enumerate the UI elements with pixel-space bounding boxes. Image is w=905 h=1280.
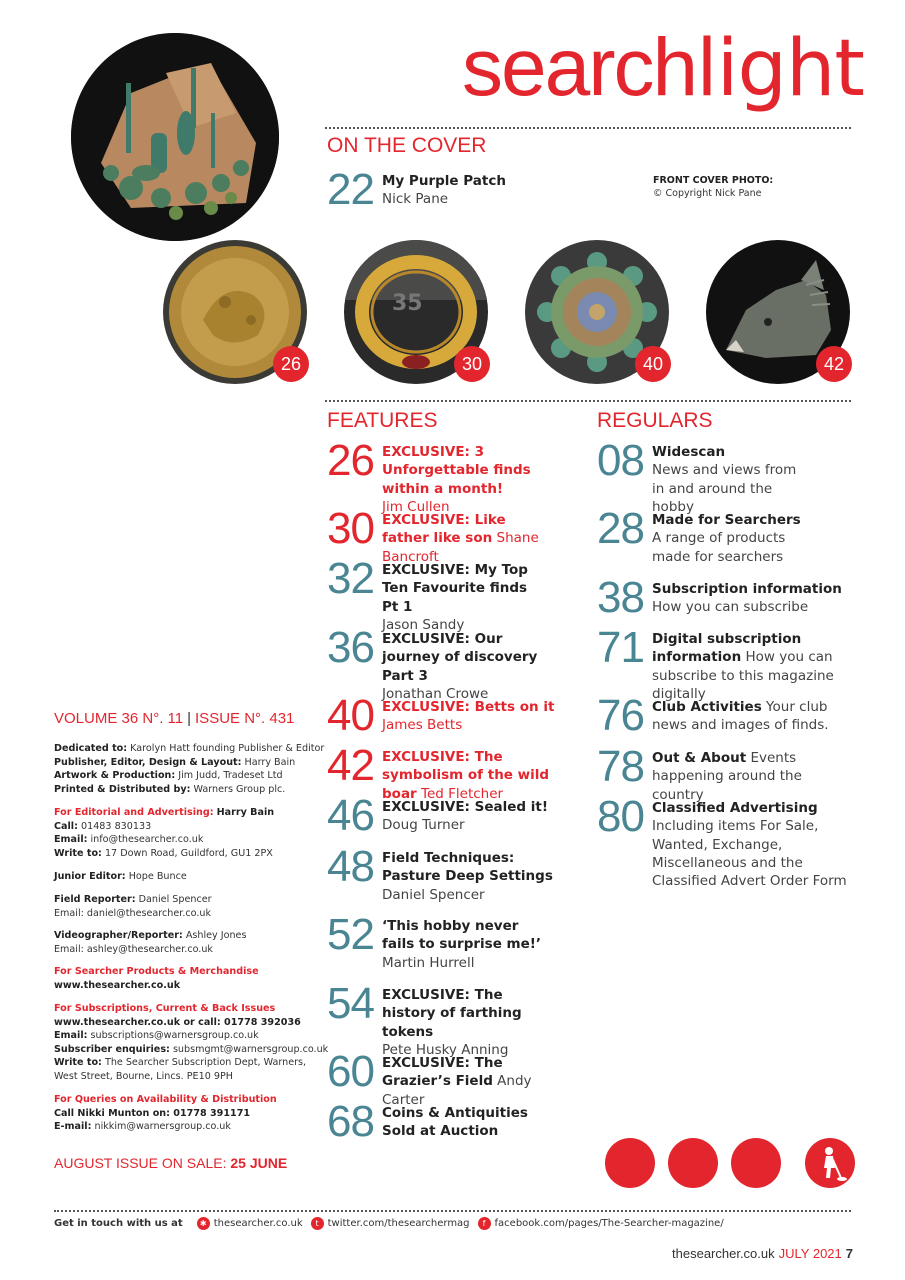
feature-entry[interactable] (327, 741, 587, 802)
entry-title: Widescan (652, 444, 726, 460)
regular-entry[interactable] (597, 573, 857, 622)
front-cover-photo-credit: © Copyright Nick Pane (653, 188, 762, 199)
page-number: 76 (597, 691, 644, 740)
page-number: 78 (597, 742, 644, 791)
entry-title: EXCLUSIVE: Like father like son (382, 512, 506, 547)
regular-entry[interactable] (597, 436, 857, 515)
divider-top (325, 127, 851, 129)
page-number: 46 (327, 791, 374, 840)
footer-site: thesearcher.co.uk (672, 1246, 775, 1261)
page-number: 42 (327, 741, 374, 790)
svg-text:35: 35 (392, 291, 423, 316)
entry-author: Jonathan Crowe (382, 685, 489, 702)
contact-footer (54, 1217, 724, 1230)
regular-entry[interactable] (597, 742, 857, 803)
videographer-email[interactable]: Email: ashley@thesearcher.co.uk (54, 943, 213, 955)
page-number: 54 (327, 979, 374, 1028)
distribution-email[interactable]: nikkim@warnersgroup.co.uk (94, 1121, 231, 1132)
entry-title: EXCLUSIVE: The Grazier’s Field (382, 1055, 503, 1090)
page-number: 80 (597, 792, 644, 841)
entry-author: Doug Turner (382, 817, 465, 834)
distribution-block: For Queries on Availability & Distribution Call Nikki Munton on: 01778 391171 E-mail: nikkim@warnersgroup.co.uk (54, 1094, 277, 1132)
page-number: 40 (327, 691, 374, 740)
feature-entry[interactable] (327, 554, 587, 633)
entry-author: James Betts (382, 717, 463, 734)
searcher-logo-icon (805, 1138, 855, 1188)
next-issue-on-sale (54, 1155, 287, 1171)
twitter-link[interactable]: twitter.com/thesearchermag (327, 1218, 470, 1229)
decorative-red-dot (731, 1138, 781, 1188)
page-number: 71 (597, 623, 644, 672)
cover-hoard-photo (71, 33, 279, 241)
page-number: 22 (327, 165, 374, 214)
entry-author: Andy Carter (382, 1073, 532, 1108)
feature-entry[interactable] (327, 910, 587, 973)
credits-block: Dedicated to: Karolyn Hatt founding Publisher & Editor Publisher, Editor, Design & Layout: Harry Bain Artwork & Production: Jim Judd, Tradeset Ltd Printed & Distributed by: Warners Group plc. (54, 743, 325, 795)
circle-badge-42: 42 (816, 346, 852, 382)
editorial-block: For Editorial and Advertising: Harry Bain Call: 01483 830133 Email: info@thesearcher.co.uk Write to: 17 Down Road, Guildford, GU1 2PX (54, 807, 275, 859)
front-cover-photo-label: FRONT COVER PHOTO: (653, 175, 774, 186)
entry-description: News and views from in and around the hobby (652, 462, 797, 515)
entry-author: Nick Pane (382, 191, 449, 208)
regular-entry[interactable] (597, 792, 857, 890)
masthead-logo (462, 18, 862, 118)
subscriptions-email[interactable]: subscriptions@warnersgroup.co.uk (90, 1030, 259, 1041)
entry-description: Your club news and images of finds. (652, 699, 829, 734)
page-number: 48 (327, 842, 374, 891)
decorative-red-dot (605, 1138, 655, 1188)
feature-entry[interactable] (327, 842, 587, 905)
circle-badge-26: 26 (273, 346, 309, 382)
circle-badge-30: 30 (454, 346, 490, 382)
entry-title: Subscription information (652, 581, 842, 597)
entry-description: How you can subscribe (652, 599, 809, 616)
entry-description: How you can subscribe to this magazine digitally (652, 649, 834, 702)
entry-title: EXCLUSIVE: 3 Unforgettable finds within a month! (382, 444, 531, 497)
products-block: For Searcher Products & Merchandise www.thesearcher.co.uk (54, 966, 259, 991)
entry-author: Pete Husky Anning (382, 1041, 509, 1058)
feature-entry[interactable] (327, 436, 587, 515)
page-number: 36 (327, 623, 374, 672)
facebook-link[interactable]: facebook.com/pages/The-Searcher-magazine/ (494, 1218, 724, 1229)
entry-author: Ted Fletcher (421, 785, 504, 802)
on-sale-date: 25 JUNE (230, 1155, 288, 1171)
masthead-part2: light (696, 24, 864, 114)
entry-title: Club Activities (652, 699, 762, 715)
page-number: 08 (597, 436, 644, 485)
entry-title: EXCLUSIVE: Sealed it! (382, 799, 549, 815)
regular-entry[interactable] (597, 623, 857, 702)
page-number: 30 (327, 504, 374, 553)
page-number: 32 (327, 554, 374, 603)
entry-title: EXCLUSIVE: Our journey of discovery Part 3 (382, 631, 538, 684)
on-the-cover-entry[interactable] (327, 165, 607, 214)
entry-author: Daniel Spencer (382, 886, 485, 903)
issue-number: ISSUE N°. 431 (195, 710, 295, 727)
contact-lead: Get in touch with us at (54, 1218, 183, 1229)
videographer-block: Videographer/Reporter: Ashley Jones Email: ashley@thesearcher.co.uk (54, 929, 324, 956)
subscriptions-block: For Subscriptions, Current & Back Issues www.thesearcher.co.uk or call: 01778 392036 Email: subscriptions@warnersgroup.co.uk Subscriber enquiries: subsmgmt@warnersgroup.co.uk Write to: The Searcher Subscription Dept, Warners, West Street, Bourne, Lincs. PE10 9PH (54, 1003, 329, 1082)
page-number: 52 (327, 910, 374, 959)
junior-editor-block: Junior Editor: Hope Bunce (54, 871, 187, 882)
page-number: 60 (327, 1047, 374, 1096)
entry-title: EXCLUSIVE: The history of farthing tokens (382, 987, 522, 1040)
circle-badge-40: 40 (635, 346, 671, 382)
decorative-red-dot (668, 1138, 718, 1188)
entry-author: Martin Hurrell (382, 954, 475, 971)
entry-author: Jim Cullen (382, 498, 450, 515)
website-link[interactable]: thesearcher.co.uk (213, 1218, 303, 1229)
field-reporter-block: Field Reporter: Daniel Spencer Email: daniel@thesearcher.co.uk (54, 893, 324, 920)
volume-separator: | (187, 710, 192, 727)
entry-title: EXCLUSIVE: The symbolism of the wild boar (382, 749, 550, 802)
page-number: 28 (597, 504, 644, 553)
entry-author: Shane Bancroft (382, 530, 539, 565)
entry-title: My Purple Patch (382, 173, 506, 189)
field-reporter-email[interactable]: Email: daniel@thesearcher.co.uk (54, 907, 212, 919)
page-number-footer: 7 (845, 1246, 853, 1261)
entry-title: Field Techniques: Pasture Deep Settings (382, 850, 553, 885)
entry-title: EXCLUSIVE: Betts on it (382, 699, 555, 715)
footer-month: JULY 2021 (778, 1246, 842, 1261)
entry-title: Made for Searchers (652, 512, 801, 528)
editorial-email[interactable]: info@thesearcher.co.uk (90, 834, 204, 845)
volume-number: VOLUME 36 N°. 11 (54, 710, 184, 727)
regular-entry[interactable] (597, 504, 857, 567)
hoard-artifacts-graphic (71, 33, 279, 241)
divider-middle (325, 400, 851, 402)
feature-entry[interactable] (327, 979, 587, 1058)
on-the-cover-heading: ON THE COVER (327, 134, 487, 157)
entry-title: Digital subscription information (652, 631, 802, 666)
detectorist-icon (805, 1138, 855, 1188)
feature-entry[interactable] (327, 1097, 587, 1146)
facebook-icon: f (478, 1217, 491, 1230)
divider-bottom (54, 1210, 851, 1212)
products-link[interactable]: www.thesearcher.co.uk (54, 979, 181, 991)
twitter-icon: t (311, 1217, 324, 1230)
entry-description: A range of products made for searchers (652, 530, 786, 565)
subscriber-enquiries-email[interactable]: subsmgmt@warnersgroup.co.uk (172, 1043, 329, 1055)
entry-title: Coins & Antiquities Sold at Auction (382, 1105, 528, 1140)
page-number: 68 (327, 1097, 374, 1146)
regular-entry[interactable] (597, 691, 857, 740)
volume-issue-line (54, 710, 294, 727)
entry-title: Classified Advertising (652, 800, 818, 816)
masthead-part1: search (462, 22, 697, 113)
entry-description: Including items For Sale, Wanted, Exchange, Miscellaneous and the Classified Advert Order Form (652, 818, 847, 890)
entry-description: Events happening around the country (652, 750, 802, 803)
entry-author: Jason Sandy (382, 616, 465, 633)
page-number: 26 (327, 436, 374, 485)
regulars-heading: REGULARS (597, 409, 713, 432)
page-number: 38 (597, 573, 644, 622)
features-heading: FEATURES (327, 409, 438, 432)
website-icon: ✱ (197, 1217, 210, 1230)
entry-title: Out & About (652, 750, 747, 766)
on-sale-label: AUGUST ISSUE ON SALE: (54, 1155, 227, 1171)
entry-title: ‘This hobby never fails to surprise me!’ (382, 918, 542, 953)
page-footer (672, 1246, 853, 1261)
entry-title: EXCLUSIVE: My Top Ten Favourite finds Pt 1 (382, 562, 528, 615)
